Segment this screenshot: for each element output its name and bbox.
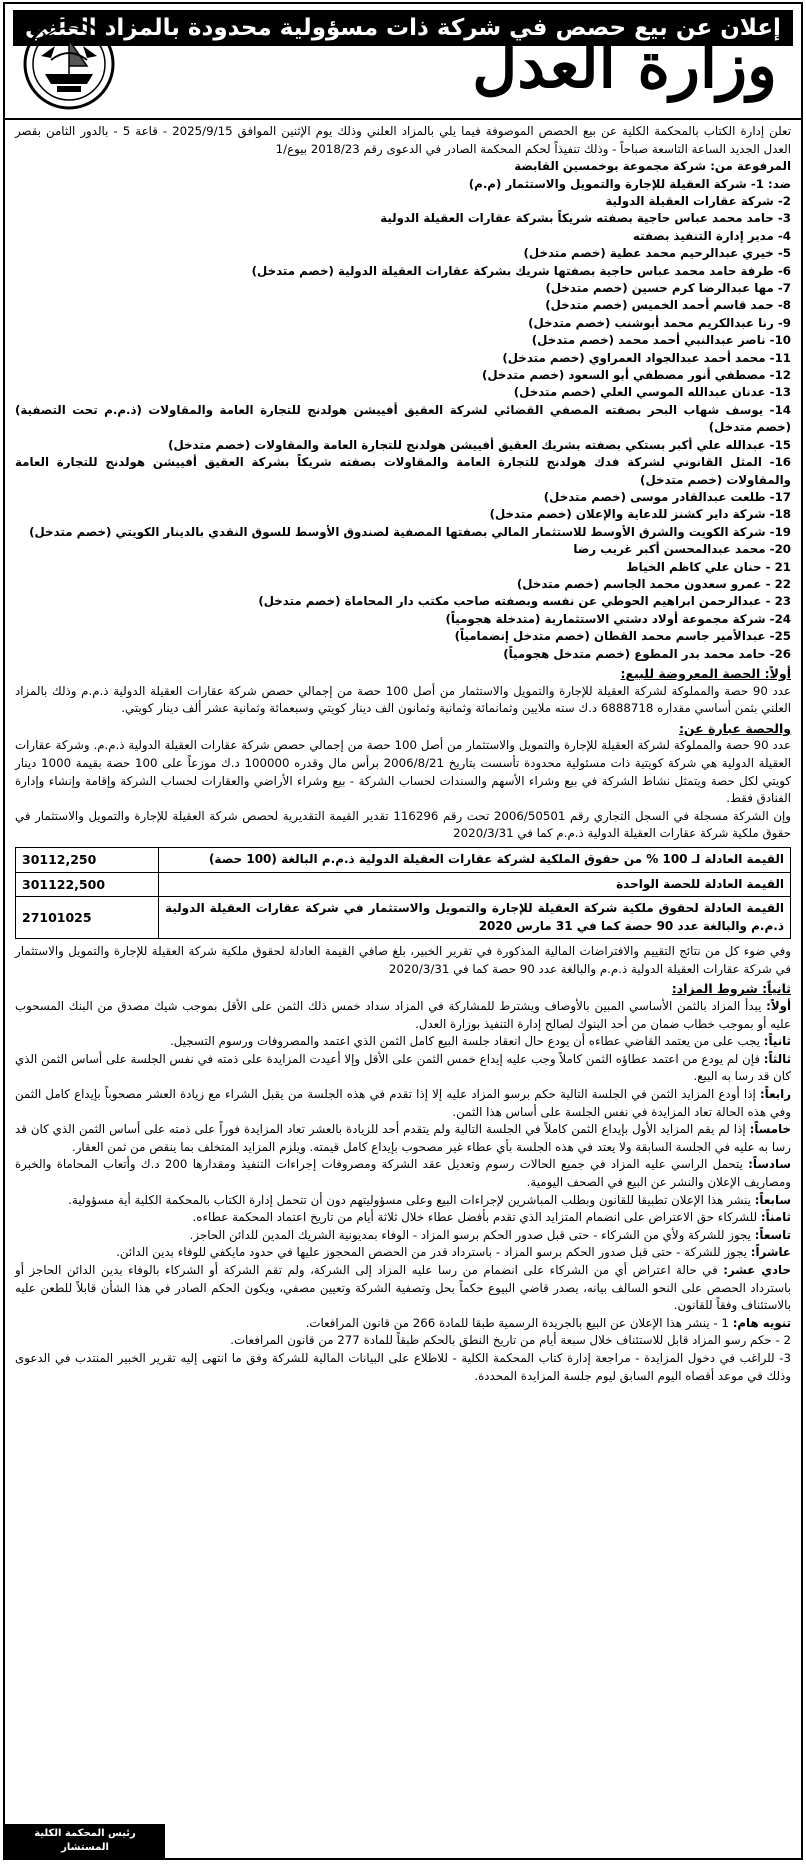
valuation-label: القيمة العادلة لـ 100 % من حقوق الملكية لشركة عقارات العقيلة الدولية ذ.م.م البالغة (100 حصة) — [159, 847, 791, 872]
condition-label: ثالثاً: — [763, 1051, 792, 1066]
defendant-item: 24- شركة مجموعة أولاد دشتي الاستثمارية (متدخلة هجومياً) — [445, 611, 791, 626]
defendant-item: 15- عبدالله علي أكبر بستكي بصفته بشريك العقيق أفييشن هولدنج للتجارة العامة والمقاولات (خصم متدخل) — [168, 437, 791, 452]
condition-item — [15, 1244, 791, 1262]
defendant-item: 26- حامد محمد بدر المطوع (خصم متدخل هجومياً) — [503, 646, 791, 661]
notice-item — [15, 1315, 791, 1333]
condition-text: ينشر هذا الإعلان تطبيقا للقانون وبطلب المباشرين لإجراءات البيع وعلى مسؤوليتهم دون أن تتحمل إدارة الكتاب بالمحكمة الكلية أية مسؤولية. — [68, 1192, 751, 1207]
defendant-item: 7- مها عبدالرضا كرم حسين (خصم متدخل) — [545, 281, 791, 296]
ministry-title: وزارة العدل — [472, 29, 777, 102]
defendant-item: 3- حامد محمد عباس حاجية بصفته شريكاً بشركة عقارات العقيلة الدولية — [380, 211, 791, 226]
defendant-item: 8- حمد قاسم أحمد الخميس (خصم متدخل) — [545, 298, 791, 313]
notice-label: تنويه هام: — [732, 1315, 791, 1330]
condition-label: رابعاً: — [759, 1087, 792, 1102]
intro-paragraph: تعلن إدارة الكتاب بالمحكمة الكلية عن بيع الحصص الموصوفة فيما يلي بالمزاد العلني وذلك يوم الإثنين الموافق 2025/9/15 - قاعة 5 - بالدور الثامن بقصر العدل الجديد الساعة التاسعة صباحاً - وذلك تنفيذاً لحكم المحكمة الصادر في الدعوى رقم 2018/23 بيوع/1 — [15, 124, 792, 156]
defendant-item: 19- شركة الكويت والشرق الأوسط للاستثمار المالي بصفتها المصفية لصندوق الأوسط للسوق النقدي بالدينار الكويتي (خصم متدخل) — [29, 524, 791, 539]
defendant-item: 14- يوسف شهاب البحر بصفته المصفي القضائي لشركة العقيق أفييشن هولدنج للتجارة العامة والمقاولات (ذ.م.م تحت التصفية) (خصم متدخل) — [15, 402, 791, 435]
condition-label: سابعاً: — [754, 1192, 791, 1207]
condition-item — [15, 1227, 791, 1245]
defendant-item: 25- عبدالأمير جاسم محمد القطان (خصم متدخل إنضمامياً) — [454, 629, 791, 644]
kuwait-emblem-icon — [21, 16, 117, 112]
condition-label: ثامناً: — [760, 1210, 791, 1225]
condition-label: خامساً: — [749, 1122, 791, 1137]
condition-label: ثانياً: — [763, 1034, 791, 1049]
defendant-item: 10- ناصر عبدالنبي أحمد محمد (خصم متدخل) — [531, 333, 791, 348]
valuation-label: القيمة العادلة لحقوق ملكية شركة العقيلة للإجارة والتمويل والاستثمار في شركة عقارات العقيلة الدولية ذ.م.م والبالغة عدد 90 حصة كما في 31 مارس 2020 — [159, 897, 791, 939]
announcement-page — [3, 2, 803, 1860]
valuation-value: 30112,250 — [16, 847, 159, 872]
signature-role: المستشار — [61, 1842, 109, 1853]
defendant-item: 16- المثل القانوني لشركة فدك هولدنج للتجارة العامة والمقاولات بصفته شريكاً بشركة العقيق أفييشن هولدنج للتجارة العامة والمقاولات (خصم متدخل) — [15, 455, 791, 487]
signature-box — [5, 1824, 165, 1858]
condition-item — [15, 1086, 791, 1121]
defendant-item: 20- محمد عبدالمحسن أكبر غريب رضا — [573, 542, 791, 557]
table-row — [16, 847, 791, 872]
defendants-list — [15, 176, 791, 663]
condition-text: للشركاء حق الاعتراض على انضمام المتزايد الذي تقدم بأفضل عطاء خلال ثلاثة أيام من تاريخ اعتماد المحكمة عطاءه. — [192, 1210, 758, 1225]
condition-item — [15, 998, 791, 1033]
condition-item — [15, 1033, 791, 1051]
valuation-value: 301122,500 — [16, 872, 159, 897]
offered-share-text: عدد 90 حصة والمملوكة لشركة العقيلة للإجارة والتمويل والاستثمار من أصل 100 حصة من إجمالي حصص شركة عقارات العقيلة الدولية ذ.م.م وذلك بالمزاد العلني بثمن أساسي مقداره 6888718 د.ك سته ملايين وثمانمائة وثمانية وثمانون الف دينار كويتي وسبعمائة وثمانية عشر ألف دينار كويتي. — [15, 683, 791, 716]
section-title-auction-conditions: ثانياً: شروط المزاد: — [671, 981, 791, 997]
defendant-item: 13- عدنان عبدالله الموسي العلي (خصم متدخل) — [513, 385, 791, 400]
condition-item — [15, 1051, 791, 1086]
defendant-item: 11- محمد أحمد عبدالجواد العمراوي (خصم متدخل) — [502, 350, 791, 365]
defendant-item: 2- شركة عقارات العقيلة الدولية — [605, 194, 791, 208]
condition-label: سادساً: — [748, 1157, 792, 1172]
section-title-share-description: والحصة عبارة عن: — [678, 720, 791, 736]
defendant-item: 12- مصطفي أنور مصطفي أبو السعود (خصم متدخل) — [482, 368, 791, 383]
condition-text: في حالة اعتراض أي من الشركاء على انضمام من رسا عليه المزاد إلى الشركة، ولم تقم الشركة أو الشركاء بالوفاء بدين الدائن الحاجز أو باسترداد الحصص على النحو السالف بيانه، يصدر قاضي البيوع حكماً بحل وتصفية الشركة وتعيين مصفي، ويكون الحكم الصادر في هذا الشأن قابلاً للطعن عليه بالاستئناف وفقاً للقانون. — [15, 1262, 791, 1313]
condition-item — [15, 1156, 791, 1191]
announcement-body — [5, 120, 801, 1385]
defendant-item: 5- خيري عبدالرحيم محمد عطية (خصم متدخل) — [523, 246, 791, 261]
condition-item — [15, 1192, 791, 1210]
share-registration-text: وإن الشركة مسجلة في السجل التجاري رقم 2006/50501 تحت رقم 116296 تقدير القيمة التقديرية لحصص شركة العقيلة للإجارة والتمويل والاستثمار في حقوق ملكية شركة عقارات العقيلة الدولية ذ.م.م كما في 2020/3/31 — [15, 808, 791, 841]
table-row — [16, 897, 791, 939]
defendant-item: 23 - عبدالرحمن ابراهيم الحوطي عن نفسه وبصفته صاحب مكتب دار المحاماة (خصم متدخل) — [258, 594, 791, 609]
condition-item — [15, 1209, 791, 1227]
defendant-item: 9- رنا عبدالكريم محمد أبوشنب (خصم متدخل) — [528, 315, 791, 330]
defendant-item: 21 - حنان علي كاظم الخياط — [626, 559, 791, 574]
condition-label: حادي عشر: — [723, 1262, 791, 1277]
important-notice — [15, 1315, 791, 1385]
condition-text: إذا أودع المزايد الثمن في الجلسة التالية حكم برسو المزاد عليه إلا إذا تقدم في هذه الجلسة من يقبل الشراء مع زيادة العشر مصحوباً بإيداع كامل الثمن وفي هذه الحالة تعاد المزايدة في نفس الجلسة على أساس هذا الثمن. — [15, 1087, 791, 1119]
valuation-label: القيمة العادلة للحصة الواحدة — [159, 872, 791, 897]
notice-item: 3- للراغب في دخول المزايدة - مراجعة إدارة كتاب المحكمة الكلية - للاطلاع على البيانات المالية للشركة وفق ما انتهى إليه تقرير الخبير المنتدب في الدعوى وذلك في موعد أقصاه اليوم السابق ليوم جلسة المزايدة المحددة. — [15, 1350, 791, 1383]
condition-item — [15, 1121, 791, 1156]
defendant-item: 6- طرفة حامد محمد عباس حاجية بصفتها شريك بشركة عقارات العقيلة الدولية (خصم متدخل) — [251, 263, 791, 278]
condition-label: أولاً: — [766, 999, 792, 1014]
defendant-item: 18- شركة داير كشنز للدعاية والإعلان (خصم متدخل) — [489, 507, 791, 522]
plaintiff: المرفوعة من: شركة مجموعة بوخمسين القابضة — [514, 159, 791, 174]
condition-label: عاشراً: — [750, 1245, 791, 1260]
valuation-value: 27101025 — [16, 897, 159, 939]
condition-text: يجوز للشركة ولأي من الشركاء - حتى قبل صدور الحكم برسو المزاد - الوفاء بمديونية الشريك المدين للدائن الحاجز. — [189, 1227, 751, 1242]
defendant-item: 4- مدير إدارة التنفيذ بصفته — [632, 228, 791, 243]
conditions-list — [15, 998, 791, 1315]
condition-item — [15, 1262, 791, 1315]
condition-text: فإن لم يودع من اعتمد عطاؤه الثمن كاملاً وجب عليه إيداع خمس الثمن على الأقل وإلا أعيدت المزايدة على ذمته في نفس الجلسة على أساس الثمن الذي كان قد رسا به البيع. — [15, 1051, 791, 1084]
notice-text: 1 - ينشر هذا الإعلان عن البيع بالجريدة الرسمية طبقا للمادة 266 من قانون المرافعات. — [305, 1315, 729, 1330]
after-table-text: وفي ضوء كل من نتائج التقييم والافتراضات المالية المذكورة في تقرير الخبير، بلغ صافي القيمة العادلة لحقوق ملكية شركة العقيلة للإجارة والتمويل والاستثمار في شركة عقارات العقيلة الدولية ذ.م.م والبالغة عدد 90 حصة كما في 2020/3/31 — [15, 944, 791, 976]
defendant-item: 22 - عمرو سعدون محمد الجاسم (خصم متدخل) — [516, 576, 791, 591]
table-row — [16, 872, 791, 897]
condition-label: تاسعاً: — [754, 1227, 791, 1242]
condition-text: إذا لم يقم المزايد الأول بإيداع الثمن كاملاً في الجلسة التالية ولم يتقدم أحد للزيادة بالعشر تعاد المزايدة فوراً على ذمته على أساس الثمن الذي كان قد رسا به عليه في الجلسة السابقة ولا يعتد في هذه الجلسة بأي عطاء غير مصحوب بإيداع كامل قيمته. ويلزم المزايد المتخلف بما ينقص من ثمن العقار. — [15, 1122, 791, 1154]
announcement-banner: إعلان عن بيع حصص في شركة ذات مسؤولية محدودة بالمزاد العلني — [13, 10, 793, 46]
notice-item: 2 - حكم رسو المزاد قابل للاستئناف خلال سبعة أيام من تاريخ النطق بالحكم طبقاً للمادة 277 من قانون المرافعات. — [230, 1333, 791, 1348]
section-title-offered-share: أولاً: الحصة المعروضة للبيع: — [620, 665, 791, 681]
condition-text: يتحمل الراسي عليه المزاد في جميع الحالات رسوم وتعديل عقد الشركة ومصروفات إجراءات التنفيذ ومقدارها 200 د.ك وأتعاب المحاماة والخبرة ومصاريف الإعلان والنشر عن البيع في الصحف اليومية. — [15, 1157, 791, 1189]
masthead — [5, 10, 801, 120]
condition-text: يبدأ المزاد بالثمن الأساسي المبين بالأوصاف ويشترط للمشاركة في المزاد سداد خمس ذلك الثمن على الأقل بموجب شيك مصدق من البنك المسحوب عليه أو بموجب خطاب ضمان من أحد البنوك لصالح إدارة التنفيذ بوزارة العدل. — [15, 999, 791, 1031]
valuation-table — [15, 847, 791, 939]
defendant-item: ضد: 1- شركة العقيلة للإجارة والتمويل والاستثمار (م.م) — [468, 176, 791, 191]
signature-title: رئيس المحكمة الكلية — [34, 1828, 136, 1839]
defendant-item: 17- طلعت عبدالقادر موسى (خصم متدخل) — [543, 489, 791, 504]
condition-text: يجب على من يعتمد القاضي عطاءه أن يودع حال انعقاد جلسة البيع كامل الثمن الذي اعتمد والمصروفات ورسوم التسجيل. — [170, 1034, 760, 1049]
condition-text: يجوز للشركة - حتى قبل صدور الحكم برسو المزاد - باسترداد قدر من الحصص المحجوز عليها في حدود مايكفي للوفاء بدين الدائن. — [116, 1245, 748, 1260]
share-description-text: عدد 90 حصة والمملوكة لشركة العقيلة للإجارة والتمويل والاستثمار من أصل 100 حصة من إجمالي حصص شركة عقارات العقيلة الدولية ذ.م.م. وشركة عقارات العقيلة الدولية هي شركة كويتية ذات مسئولية محدودة تأسست بتاريخ 2006/8/21 برأس مال وقدره 100000 د.ك موزعاً على 100 حصة بقيمة 1000 دينار كويتي لكل حصة ويتمثل نشاط الشركة في بيع وشراء الأسهم والسندات لحساب الشركة - بيع وشراء الأراضي والعقارات لحساب الشركة وإقامة وإنشاء وإدارة الفنادق فقط. — [15, 738, 792, 806]
